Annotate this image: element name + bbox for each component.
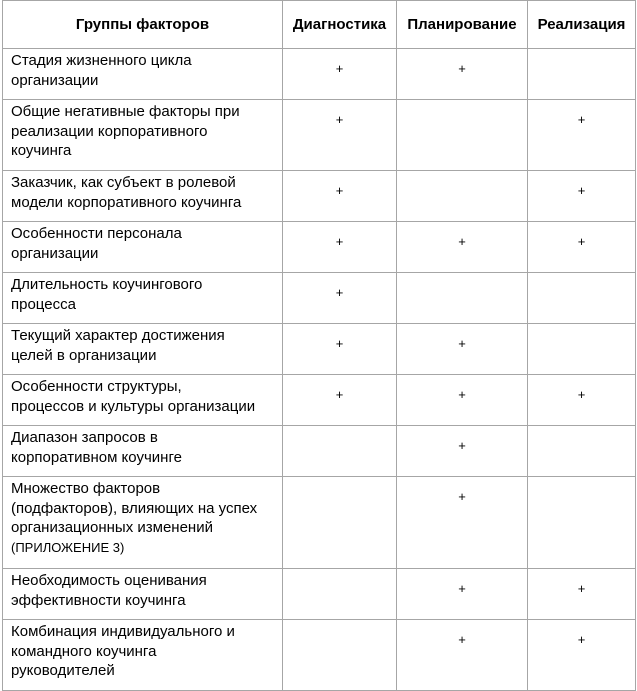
plan-mark: + xyxy=(397,477,528,569)
factor-text: Длительность коучингового xyxy=(11,276,203,293)
factor-text: Текущий характер достижения xyxy=(11,327,225,344)
plan-mark xyxy=(397,273,528,324)
table-row xyxy=(3,477,636,569)
table-row xyxy=(3,222,636,273)
diag-mark: + xyxy=(283,222,397,273)
factor-text: Комбинация индивидуального и xyxy=(11,623,235,640)
real-mark xyxy=(528,273,636,324)
factor-text: Множество факторов xyxy=(11,480,161,497)
plan-mark xyxy=(397,100,528,171)
factor-text: Общие негативные факторы при xyxy=(11,103,240,120)
table-row xyxy=(3,49,636,100)
factor-cell xyxy=(3,49,283,100)
table-row xyxy=(3,324,636,375)
real-mark xyxy=(528,324,636,375)
plan-mark: + xyxy=(397,375,528,426)
factor-text: Особенности персонала xyxy=(11,225,182,242)
factor-text: Диапазон запросов в xyxy=(11,429,158,446)
factor-cell xyxy=(3,569,283,620)
factor-cell xyxy=(3,477,283,569)
plan-mark: + xyxy=(397,426,528,477)
factor-text: модели корпоративного коучинга xyxy=(11,193,242,211)
factor-text: Заказчик, как субъект в ролевой xyxy=(11,174,236,191)
appendix-note: (ПРИЛОЖЕНИЕ 3) xyxy=(11,539,125,555)
real-mark: + xyxy=(528,569,636,620)
table-row xyxy=(3,171,636,222)
diag-mark xyxy=(283,569,397,620)
real-mark: + xyxy=(528,100,636,171)
plan-mark: + xyxy=(397,324,528,375)
real-mark xyxy=(528,49,636,100)
plan-mark: + xyxy=(397,620,528,691)
table-row xyxy=(3,100,636,171)
diag-mark xyxy=(283,477,397,569)
factor-text: корпоративном коучинге xyxy=(11,448,182,466)
real-mark: + xyxy=(528,171,636,222)
factors-table xyxy=(2,0,636,691)
factor-text: организации xyxy=(11,244,99,262)
header-planning: Планирование xyxy=(397,1,528,49)
factor-text: процессов и культуры организации xyxy=(11,397,256,415)
table-row xyxy=(3,569,636,620)
plan-mark: + xyxy=(397,49,528,100)
plan-mark xyxy=(397,171,528,222)
factor-text: целей в организации xyxy=(11,346,157,364)
factor-text: Стадия жизненного цикла xyxy=(11,52,192,69)
factor-text: эффективности коучинга xyxy=(11,591,186,609)
factor-text: организационных изменений xyxy=(11,519,213,536)
header-implementation: Реализация xyxy=(528,1,636,49)
factor-text: процесса xyxy=(11,295,76,313)
factor-text: реализации корпоративного xyxy=(11,122,208,140)
header-row xyxy=(3,1,636,49)
factor-cell xyxy=(3,426,283,477)
plan-mark: + xyxy=(397,569,528,620)
header-diagnostics: Диагностика xyxy=(283,1,397,49)
real-mark: + xyxy=(528,375,636,426)
factor-cell xyxy=(3,222,283,273)
table-row xyxy=(3,375,636,426)
table-row xyxy=(3,273,636,324)
table-row xyxy=(3,620,636,691)
factor-text: Особенности структуры, xyxy=(11,378,182,395)
diag-mark: + xyxy=(283,49,397,100)
factor-text: командного коучинга xyxy=(11,642,157,660)
real-mark xyxy=(528,426,636,477)
header-factor-groups: Группы факторов xyxy=(3,1,283,49)
diag-mark: + xyxy=(283,273,397,324)
real-mark: + xyxy=(528,620,636,691)
factor-text: организации xyxy=(11,71,99,89)
diag-mark: + xyxy=(283,171,397,222)
factor-text: руководителей xyxy=(11,662,115,679)
real-mark xyxy=(528,477,636,569)
factor-cell xyxy=(3,100,283,171)
diag-mark: + xyxy=(283,324,397,375)
factor-text: коучинга xyxy=(11,142,72,159)
diag-mark xyxy=(283,426,397,477)
table-row xyxy=(3,426,636,477)
plan-mark: + xyxy=(397,222,528,273)
factor-text: (подфакторов), влияющих на успех xyxy=(11,499,258,517)
diag-mark: + xyxy=(283,375,397,426)
factor-cell xyxy=(3,375,283,426)
factor-text: Необходимость оценивания xyxy=(11,572,207,589)
factor-cell xyxy=(3,273,283,324)
factor-cell xyxy=(3,171,283,222)
real-mark: + xyxy=(528,222,636,273)
factor-cell xyxy=(3,620,283,691)
factor-cell xyxy=(3,324,283,375)
diag-mark xyxy=(283,620,397,691)
diag-mark: + xyxy=(283,100,397,171)
